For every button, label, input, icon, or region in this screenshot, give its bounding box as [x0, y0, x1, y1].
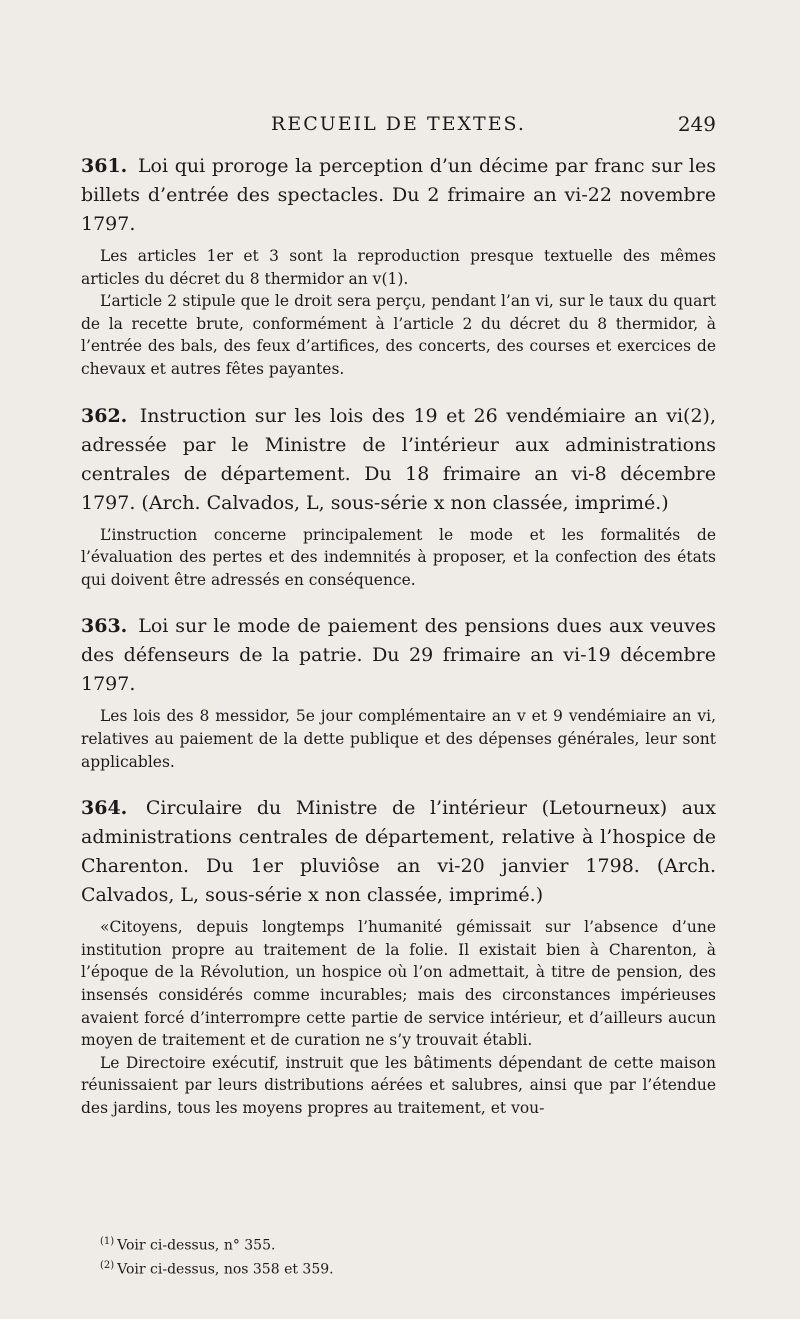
entry-title-text: Loi sur le mode de paiement des pensions dues aux veuves des défenseurs de la patrie. Du 29 frimaire an vi-19 décembre 1797. [81, 615, 716, 696]
entry-paragraph: «Citoyens, depuis longtemps l’humanité gémissait sur l’absence d’une institution propre au traitement de la folie. Il existait bien à Charenton, à l’époque de la Révolution, un hospice où l’on admettait, à titre de pension, des insensés considérés comme incurables; mais des circonstances impérieuses avaient forcé d’interrompre cette partie de service intérieur, et d’ailleurs aucun moyen de traitement et de curation ne s’y trouvait établi. [81, 918, 716, 1050]
entry-title [81, 152, 716, 239]
footnote-text: Voir ci-dessus, n° 355. [117, 1237, 276, 1254]
body-text [81, 152, 716, 1140]
footnotes [100, 1232, 716, 1279]
footnote [100, 1256, 716, 1280]
entry-paragraph: L’instruction concerne principalement le mode et les formalités de l’évaluation des pertes et des indemnités à proposer, et la confection des états qui doivent être adressés en conséquence. [81, 525, 716, 589]
entry-title [81, 794, 716, 910]
footnote-text: Voir ci-dessus, nos 358 et 359. [117, 1261, 334, 1278]
entry-title-text: Circulaire du Ministre de l’intérieur (Letourneux) aux administrations centrales de département, relative à l’hospice de Charenton. Du 1er pluviôse an vi-20 janvier 1798. (Arch. Calvados, L, sous-série x non classée, imprimé.) [81, 797, 716, 907]
entry-paragraph: L’article 2 stipule que le droit sera perçu, pendant l’an vi, sur le taux du quart de la recette brute, conformément à l’article 2 du décret du 8 thermidor, à l’entrée des bals, des feux d’artifices, des concerts, des courses et exercices de chevaux et autres fêtes payantes. [81, 292, 716, 378]
entry-title [81, 612, 716, 699]
entry-number: 363. [81, 615, 128, 638]
footnote-marker: (1) [100, 1236, 115, 1247]
entry-364 [81, 794, 716, 1119]
running-title: RECUEIL DE TEXTES. [271, 113, 526, 135]
entry-title-text: Instruction sur les lois des 19 et 26 vendémiaire an vi(2), adressée par le Ministre de l’intérieur aux administrations centrales de département. Du 18 frimaire an vi-8 décembre 1797. (Arch. Calvados, L, sous-série x non classée, imprimé.) [81, 404, 716, 514]
entry-number: 362. [81, 404, 128, 427]
entry-361 [81, 152, 716, 381]
entry-paragraph: Le Directoire exécutif, instruit que les bâtiments dépendant de cette maison réunissaient par leurs distributions aérées et salubres, ainsi que par l’étendue des jardins, tous les moyens propres au traitement, et vou- [81, 1053, 716, 1117]
entry-362 [81, 402, 716, 592]
footnote [100, 1232, 716, 1256]
entry-363 [81, 612, 716, 773]
entry-paragraph: Les lois des 8 messidor, 5e jour complémentaire an v et 9 vendémiaire an vi, relatives au paiement de la dette publique et des dépenses générales, leur sont applicables. [81, 707, 716, 771]
entry-number: 361. [81, 155, 128, 177]
running-head [81, 109, 716, 139]
entry-paragraph: Les articles 1er et 3 sont la reproduction presque textuelle des mêmes articles du décret du 8 thermidor an v(1). [81, 247, 716, 288]
entry-title [81, 402, 716, 518]
entry-number: 364. [81, 797, 128, 820]
entry-title-text: Loi qui proroge la perception d’un décime par franc sur les billets d’entrée des spectacles. Du 2 frimaire an vi-22 novembre 1797. [81, 155, 717, 235]
page-number: 249 [677, 112, 716, 136]
footnote-marker: (2) [100, 1259, 115, 1271]
